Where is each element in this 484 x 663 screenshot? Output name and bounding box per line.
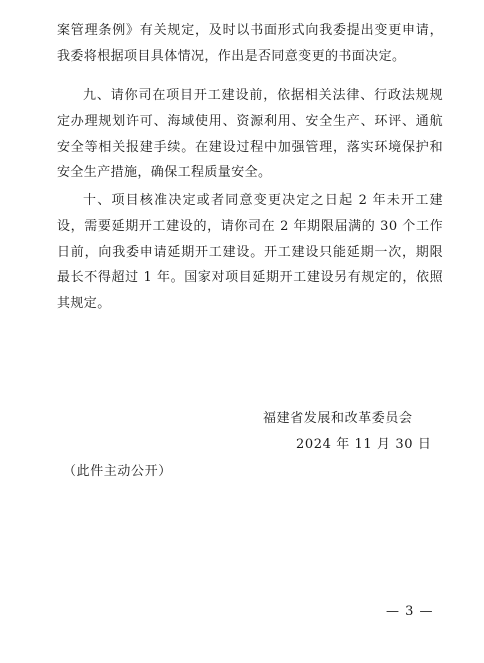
issue-date: 2024 年 11 月 30 日 — [296, 437, 432, 452]
issuing-organization: 福建省发展和改革委员会 — [263, 411, 413, 426]
paragraph-item-ten: 十、项目核准决定或者同意变更决定之日起 2 年未开工建设，需要延期开工建设的，请你司在 2 年期限届满的 30 个工作日前，向我委申请延期开工建设。开工建设只能延期一次，期限最长不得超过 1 年。国家对项目延期开工建设另有规定的，依照其规定。 — [57, 193, 443, 312]
paragraph-continuation: 案管理条例》有关规定，及时以书面形式向我委提出变更申请，我委将根据项目具体情况，作出是否同意变更的书面决定。 — [57, 23, 443, 64]
paragraph-item-nine: 九、请你司在项目开工建设前，依据相关法律、行政法规规定办理规划许可、海域使用、资源利用、安全生产、环评、通航安全等相关报建手续。在建设过程中加强管理，落实环境保护和安全生产措施，确保工程质量安全。 — [57, 88, 443, 181]
public-disclosure-note: （此件主动公开） — [63, 464, 172, 479]
page-number: — 3 — — [386, 604, 434, 619]
